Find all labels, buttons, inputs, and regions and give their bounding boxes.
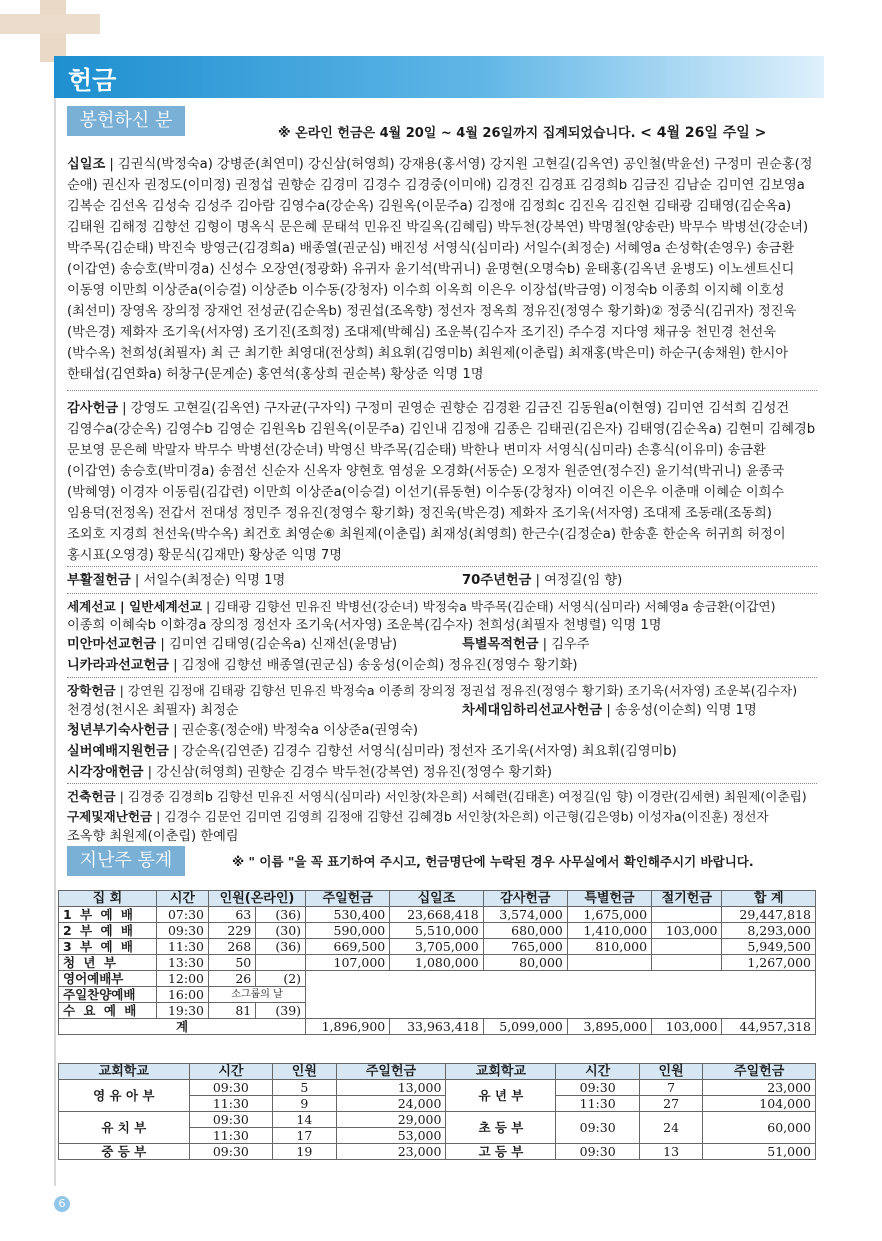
online-note-text: ※ 온라인 헌금은 4월 20일 ~ 4월 26일까지 집계되었습니다. xyxy=(278,126,636,141)
tithe-line: 박주목(김순태) 박진숙 방영근(김경희a) 배종열(권군심) 배진성 서영식(심미라) 서일수(최정순) 서혜영a 손성학(손영우) 송금환 xyxy=(67,241,795,256)
thanks-line: 조외호 지경희 천선욱(박수옥) 최건호 최영순⑥ 최원제(이춘립) 최재성(최영희) 한근수(김정순a) 한송훈 한순옥 허귀희 허정이 xyxy=(67,527,786,542)
tithe-line: (최선미) 장영옥 장의정 장재언 전성균(김순옥b) 정권섭(조옥향) 정선자 정옥희 정유진(정영수 황기화)② 정중식(김귀자) 정진욱 xyxy=(67,304,797,319)
tithe-block xyxy=(67,154,817,385)
service-name: 3 부 예 배 xyxy=(59,939,157,955)
nicaragua-offering: 니카라과선교헌금 | 김정애 김향선 배종열(권군심) 송웅성(이순희) 정유진(정영수 황기화) xyxy=(67,658,578,673)
empty-cell xyxy=(306,971,816,1019)
table-row: 11:30 9 24,000 11:30 27 104,000 xyxy=(59,1096,816,1112)
divider xyxy=(67,390,817,391)
tithe-label: 십일조 xyxy=(67,157,106,172)
tithe-line: (박은경) 제화자 조기욱(서자영) 조기진(조희정) 조대제(박혜심) 조운복(김수자 조기진) 주수경 지다영 채규웅 천민경 천선욱 xyxy=(67,325,777,340)
tithe-line: 김복순 김선옥 김성숙 김성주 김아람 김영수a(강순옥) 김원옥(이문주a) 김정애 김정희c 김진옥 김진현 김태광 김태영(김순옥a) xyxy=(67,199,792,214)
thanks-label: 감사헌금 xyxy=(67,401,118,416)
table-row: 수 요 예 배 19:30 81 (39) xyxy=(59,1003,816,1019)
thanks-line: (이갑연) 송승호(박미경a) 송점선 신순자 신옥자 양현호 염성윤 오경화(서동순) 오정자 원준연(정수진) 윤기석(박귀니) 윤종국 xyxy=(67,464,785,479)
table-row: 청 년 부 13:30 50 107,000 1,080,000 80,000 1,267,000 xyxy=(59,955,816,971)
thanks-line: 감사헌금 | 강영도 고현길(김옥연) 구자균(구자익) 구정미 권영순 권향순 김경환 김금진 김동원a(이현영) 김미연 김석희 김성건 xyxy=(67,401,790,416)
anniversary-offering: 70주년헌금 | 여정길(임 향) xyxy=(462,573,623,588)
table-row: 유 치 부 09:30 14 29,000 초 등 부 09:30 24 60,000 xyxy=(59,1112,816,1128)
relief-offering: 구제및재난헌금 | 김경수 김문언 김미연 김영희 김정애 김향선 김혜경b 서인창(차은희) 이근형(김은영b) 이성자a(이진훈) 정선자 xyxy=(67,809,769,824)
tithe-line: (이갑연) 송승호(박미경a) 신성수 오장연(정광화) 유귀자 윤기석(박귀니) 윤명현(오명숙b) 윤태홍(김옥년 윤병도) 이노센트신디 xyxy=(67,262,795,277)
thanks-line: 홍시표(오영경) 황문식(김재만) 황상준 익명 7명 xyxy=(67,548,343,563)
column-header: 인원(온라인) xyxy=(209,891,306,907)
tithe-line: 순애) 권신자 권정도(이미정) 권정섭 권향순 김경미 김경수 김경중(이미애) 김경진 김경표 김경희b 김금진 김남순 김미연 김보영a xyxy=(67,178,805,193)
table-header-row xyxy=(59,891,816,907)
world-mission-offering-cont: 이종희 이혜숙b 이화경a 장의정 정선자 조기욱(서자영) 조운복(김수자) 천희성(최필자 천병렬) 익명 1명 xyxy=(67,618,662,633)
divider xyxy=(67,566,817,567)
divider xyxy=(67,783,817,784)
thanks-line: (박혜영) 이경자 이동림(김갑련) 이만희 이상준a(이승걸) 이선기(류동현) 이수동(강청자) 이여진 이은우 이춘매 이혜순 이희수 xyxy=(67,485,785,500)
service-name: 주일찬양예배 xyxy=(59,987,157,1003)
column-header: 주일헌금 xyxy=(306,891,390,907)
scholarship-offering-cont: 천경성(천시온 최필자) 최정순 xyxy=(67,703,239,718)
page-number: 6 xyxy=(54,1196,70,1212)
relief-offering-cont: 조옥향 최원제(이춘립) 한예림 xyxy=(67,829,239,844)
column-header: 시간 xyxy=(156,891,208,907)
column-header: 특별헌금 xyxy=(567,891,651,907)
building-offering: 건축헌금 | 김경중 김경희b 김향선 민유진 서영식(심미라) 서인창(차은희) 서혜련(김태흔) 여정길(임 향) 이경란(김세현) 최원제(이춘립) xyxy=(67,789,807,804)
table-row: 중 등 부 09:30 19 23,000 고 등 부 09:30 13 51,000 xyxy=(59,1144,816,1160)
next-gen-mission-offering: 차세대임하리선교사헌금 | 송웅성(이순희) 익명 1명 xyxy=(462,703,757,718)
cross-decoration-horizontal xyxy=(0,14,100,34)
silver-worship-offering: 실버예배지원헌금 | 강순옥(김연준) 김경수 김향선 서영식(심미라) 정선자 조기욱(서자영) 최요휘(김영미b) xyxy=(67,744,677,759)
column-header: 집 회 xyxy=(59,891,157,907)
table-row: 2 부 예 배 09:30 229 (30) 590,000 5,510,000 680,000 1,410,000 103,000 8,293,000 xyxy=(59,923,816,939)
world-mission-offering: 세계선교 | 일반세계선교 | 김태광 김향선 민유진 박병선(강순녀) 박정숙a 박주목(김순태) 서영식(심미라) 서혜영a 송금환(이갑연) xyxy=(67,599,776,614)
stats-section-label: 지난주 통계 xyxy=(67,846,185,876)
table-header-row: 교회학교 시간 인원 주일헌금 교회학교 시간 인원 주일헌금 xyxy=(59,1064,816,1080)
table-row: 주일찬양예배 16:00 소그룹의 날 xyxy=(59,987,816,1003)
divider xyxy=(67,677,817,678)
tithe-line: 이동영 이만희 이상준a(이승걸) 이상준b 이수동(강청자) 이수희 이옥희 이은우 이장섭(박금영) 이정숙b 이종희 이지혜 이호성 xyxy=(67,283,785,298)
column-header: 십일조 xyxy=(390,891,483,907)
tithe-line: 김태원 김해정 김향선 김형이 명옥식 문은혜 문태석 민유진 박길옥(김혜림) 박두천(강복연) 박명철(양송란) 박무수 박병선(강순녀) xyxy=(67,220,809,235)
offering-date: < 4월 26일 주일 > xyxy=(640,125,767,141)
column-header: 합 계 xyxy=(722,891,816,907)
page-title: 헌금 xyxy=(68,66,117,95)
myanmar-offering: 미안마선교헌금 | 김미연 김태영(김순옥a) 신재선(윤명남) xyxy=(67,637,398,652)
thanks-line: 문보영 문은혜 박말자 박무수 박병선(강순녀) 박영신 박주목(김순태) 박한나 변미자 서영식(심미라) 손흥식(이유미) 송금환 xyxy=(67,443,766,458)
tithe-line: 한태섭(김연화a) 허창구(문계순) 홍연석(홍상희 권순복) 황상준 익명 1명 xyxy=(67,367,484,382)
youth-dorm-offering: 청년부기숙사헌금 | 권순홍(정순애) 박정숙a 이상준a(권영숙) xyxy=(67,723,418,738)
table-row: 영어예배부 12:00 26 (2) xyxy=(59,971,816,987)
thanks-line: 김영수a(강순옥) 김영수b 김영순 김원옥b 김원옥(이문주a) 김인내 김정애 김종은 김태권(김은자) 김태영(김순옥a) 김현미 김혜경b xyxy=(67,422,816,437)
church-school-table xyxy=(58,1063,816,1160)
header-bar xyxy=(54,56,824,98)
table-row: 영 유 아 부 09:30 5 13,000 유 년 부 09:30 7 23,000 xyxy=(59,1080,816,1096)
tithe-line: 십일조 | 김권식(박정숙a) 강병준(최연미) 강신삼(허영희) 강재용(홍서영) 강지원 고현길(김옥연) 공인철(박윤선) 구정미 권순홍(정 xyxy=(67,157,813,172)
online-note xyxy=(278,122,766,142)
service-name: 영어예배부 xyxy=(59,971,157,987)
scholarship-offering: 장학헌금 | 강연원 김정애 김태광 김향선 민유진 박정숙a 이종희 장의정 정권섭 정유진(정영수 황기화) 조기욱(서자영) 조운복(김수자) xyxy=(67,683,798,698)
tithe-line: (박수옥) 천희성(최필자) 최 근 최기한 최영대(전상희) 최요휘(김영미b) 최원제(이춘립) 최재홍(박은미) 하순구(송채원) 한시아 xyxy=(67,346,789,361)
stats-note: ※ " 이름 "을 꼭 표기하여 주시고, 헌금명단에 누락된 경우 사무실에서 확인해주시기 바랍니다. xyxy=(232,854,754,869)
service-name: 수 요 예 배 xyxy=(59,1003,157,1019)
easter-offering: 부활절헌금 | 서일수(최정순) 익명 1명 xyxy=(67,573,286,588)
thanks-line: 임용덕(전정옥) 전갑서 전대성 정민주 정유진(정영수 황기화) 정진욱(박은경) 제화자 조기욱(서자영) 조대제 조동래(조동희) xyxy=(67,506,772,521)
service-name: 2 부 예 배 xyxy=(59,923,157,939)
service-name: 1 부 예 배 xyxy=(59,907,157,923)
service-name: 청 년 부 xyxy=(59,955,157,971)
table-row: 11:30 17 53,000 xyxy=(59,1128,816,1144)
offering-section-label: 봉헌하신 분 xyxy=(67,106,185,136)
table-row: 1 부 예 배 07:30 63 (36) 530,400 23,668,418 3,574,000 1,675,000 29,447,818 xyxy=(59,907,816,923)
divider xyxy=(67,593,817,594)
column-header: 감사헌금 xyxy=(483,891,567,907)
table-row: 3 부 예 배 11:30 268 (36) 669,500 3,705,000 765,000 810,000 5,949,500 xyxy=(59,939,816,955)
special-purpose-offering: 특별목적헌금 | 김우주 xyxy=(462,637,590,652)
column-header: 절기헌금 xyxy=(652,891,722,907)
visual-disability-offering: 시각장애헌금 | 강신삼(허영희) 권향순 김경수 박두천(강복연) 정유진(정영수 황기화) xyxy=(67,765,553,780)
weekly-stats-table xyxy=(58,890,816,1035)
thanks-block xyxy=(67,398,817,566)
left-rule xyxy=(54,98,56,1186)
table-total-row: 계 1,896,900 33,963,418 5,099,000 3,895,000 103,000 44,957,318 xyxy=(59,1019,816,1035)
